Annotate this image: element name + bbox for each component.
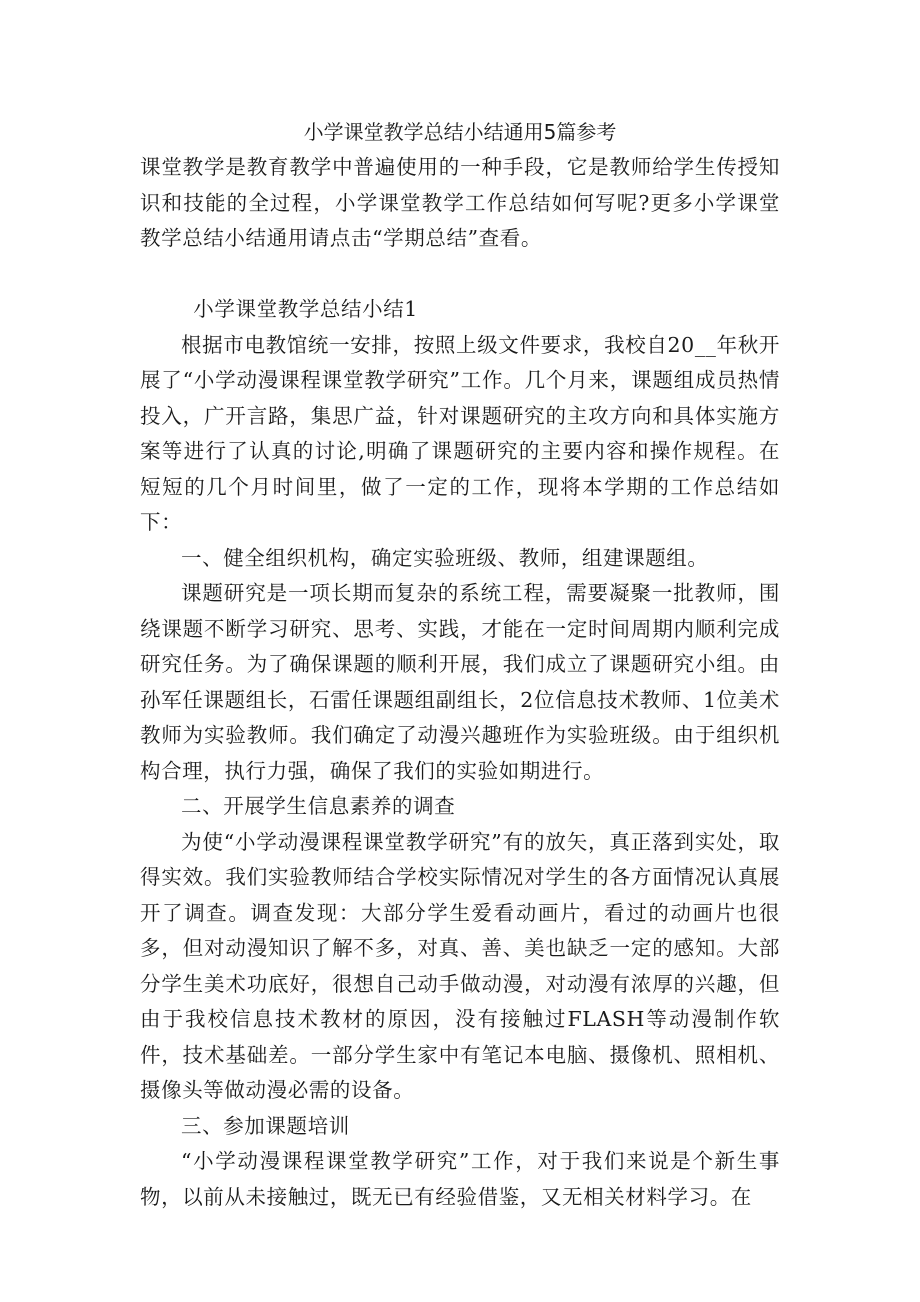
- body-paragraph: 根据市电教馆统一安排，按照上级文件要求，我校自20__年秋开展了“小学动漫课程课堂教学研究”工作。几个月来，课题组成员热情投入，广开言路，集思广益，针对课题研究的主攻方向和具体实施方案等进行了认真的讨论,明确了课题研究的主要内容和操作规程。在短短的几个月时间里，做了一定的工作，现将本学期的工作总结如下：: [140, 332, 780, 534]
- section-heading: 三、参加课题培训: [181, 1113, 350, 1138]
- section-title: 小学课堂教学总结小结1: [193, 297, 418, 321]
- section-heading: 一、健全组织机构，确定实验班级、教师，组建课题组。: [181, 545, 709, 570]
- body-paragraph: 课题研究是一项长期而复杂的系统工程，需要凝聚一批教师，围绕课题不断学习研究、思考、实践，才能在一定时间周期内顺利完成研究任务。为了确保课题的顺利开展，我们成立了课题研究小组。由孙军任课题组长，石雷任课题组副组长，2位信息技术教师、1位美术教师为实验教师。我们确定了动漫兴趣班作为实验班级。由于组织机构合理，执行力强，确保了我们的实验如期进行。: [140, 581, 780, 783]
- section-heading: 二、开展学生信息素养的调查: [181, 794, 456, 818]
- body-paragraph: “小学动漫课程课堂教学研究”工作，对于我们来说是个新生事物，以前从未接触过，既无已有经验借鉴，又无相关材料学习。在: [140, 1149, 780, 1209]
- intro-paragraph: 课堂教学是教育教学中普遍使用的一种手段，它是教师给学生传授知识和技能的全过程，小学课堂教学工作总结如何写呢?更多小学课堂教学总结小结通用请点击“学期总结”查看。: [140, 155, 780, 250]
- paragraph-spacer: [140, 257, 780, 293]
- document-body: [140, 150, 780, 1215]
- body-paragraph: 为使“小学动漫课程课堂教学研究”有的放矢，真正落到实处，取得实效。我们实验教师结合学校实际情况对学生的各方面情况认真展开了调查。调查发现：大部分学生爱看动画片，看过的动画片也很多，但对动漫知识了解不多，对真、善、美也缺乏一定的感知。大部分学生美术功底好，很想自己动手做动漫，对动漫有浓厚的兴趣，但由于我校信息技术教材的原因，没有接触过FLASH等动漫制作软件，技术基础差。一部分学生家中有笔记本电脑、摄像机、照相机、摄像头等做动漫必需的设备。: [140, 829, 780, 1102]
- document-title: 小学课堂教学总结小结通用5篇参考: [303, 120, 617, 144]
